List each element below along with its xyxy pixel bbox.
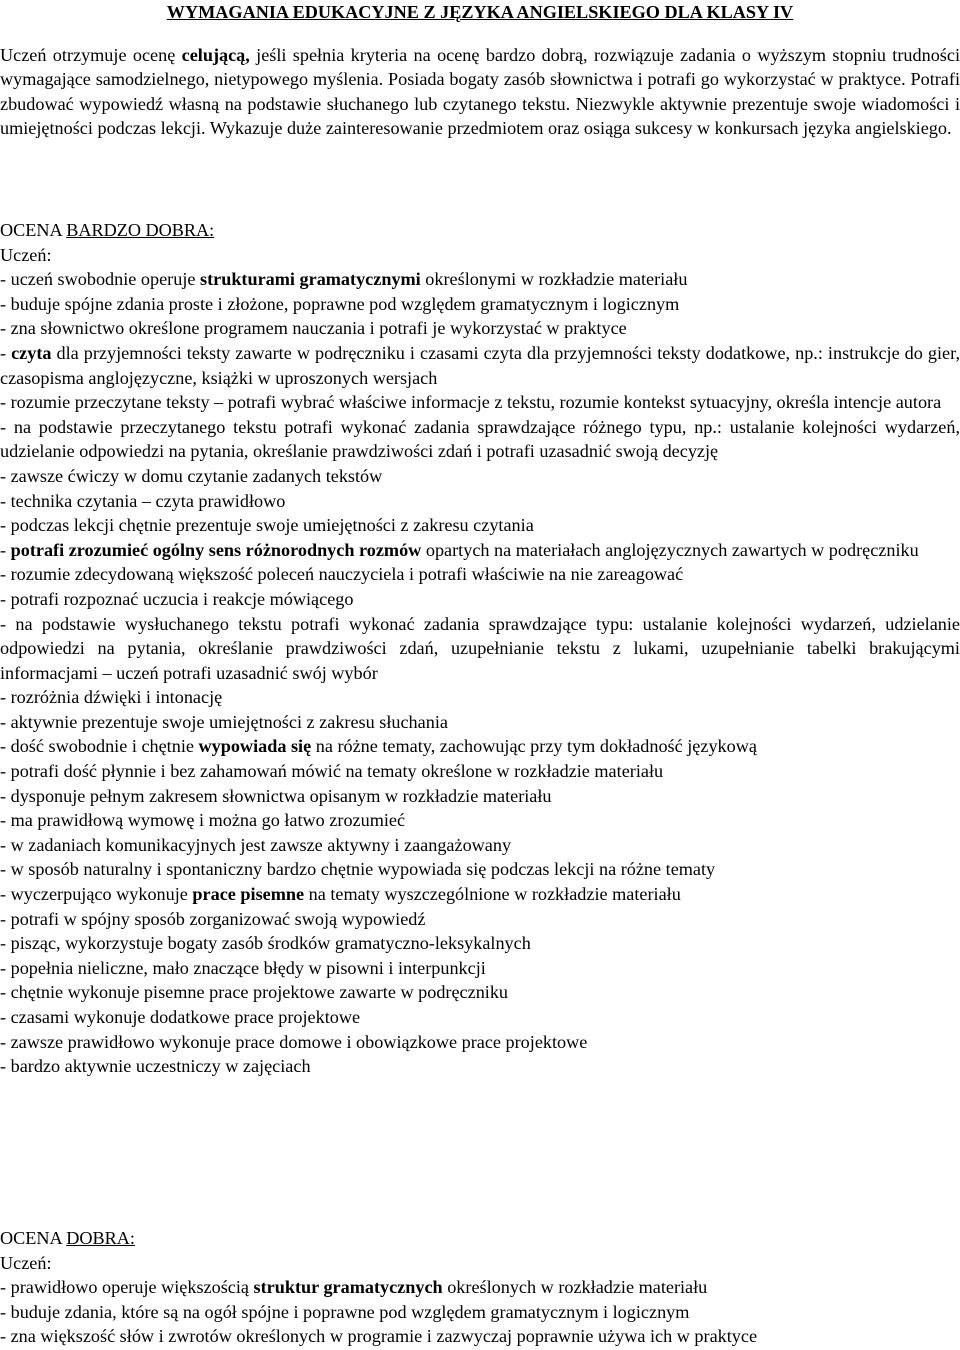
text-run: - potrafi rozpoznać uczucia i reakcje mówiącego [0,588,354,609]
text-run: - zna większość słów i zwrotów określonych w programie i zazwyczaj poprawnie używa ich w praktyce [0,1326,758,1347]
text-run: jeśli spełnia kryteria na ocenę bardzo dobrą, rozwiązuje zadania o wyższym stopniu trudności wymagające samodzielnego, nietypowego myślenia. Posiada bogaty zasób słownictwa i potrafi go wykorzystać w praktyce. Potrafi zbudować wypowiedź własną na podstawie słuchanego lub czytanego tekstu. Niezwykle aktywnie prezentuje swoje wiadomości i umiejętności podczas lekcji. Wykazuje duże zainteresowanie przedmiotem oraz osiąga sukcesy w konkursach języka angielskiego. [0,45,960,139]
list-item [0,513,960,538]
list-item [0,267,960,292]
bold-text: potrafi zrozumieć ogólny sens różnorodnych rozmów [10,539,422,560]
text-run: określonych w rozkładzie materiału [442,1277,708,1298]
list-item [0,1030,960,1055]
list-item [0,931,960,956]
bold-text: czyta [11,342,52,363]
list-item [0,562,960,587]
list-item [0,685,960,710]
requirements-list [0,267,960,1079]
list-item [0,390,960,415]
bold-text: celującą, [181,45,250,65]
text-run: na tematy wyszczególnione w rozkładzie materiału [304,884,681,905]
list-item [0,538,960,563]
bold-text: struktur gramatycznych [253,1277,443,1298]
list-item [0,734,960,759]
text-run: - w zadaniach komunikacyjnych jest zawsze aktywny i zaangażowany [0,834,512,855]
list-item [0,1054,960,1079]
text-run: dla przyjemności teksty zawarte w podręczniku i czasami czyta dla przyjemności teksty dodatkowe, np.: instrukcje do gier, czasopisma anglojęzyczne, książki w uproszonych wersjach [0,342,960,388]
list-item [0,808,960,833]
text-run: - czasami wykonuje dodatkowe prace projektowe [0,1007,361,1027]
list-item [0,612,960,686]
list-item [0,464,960,489]
list-item [0,1275,960,1300]
list-item [0,1005,960,1030]
heading-prefix: OCENA [0,220,67,240]
text-run: - pisząc, wykorzystuje bogaty zasób środków gramatyczno-leksykalnych [0,933,531,954]
text-run: - podczas lekcji chętnie prezentuje swoje umiejętności z zakresu czytania [0,515,534,536]
text-run: - dość swobodnie i chętnie [0,736,199,757]
text-run: - potrafi dość płynnie i bez zahamowań mówić na tematy określone w rozkładzie materiału [0,761,664,782]
text-run: Uczeń otrzymuje ocenę [0,45,182,65]
list-item [0,710,960,735]
bold-text: prace pisemne [192,884,305,905]
text-run: - technika czytania – czyta prawidłowo [0,490,286,511]
text-run: - wyczerpująco wykonuje [0,884,193,905]
requirements-list [0,1275,960,1349]
text-run: określonymi w rozkładzie materiału [420,269,688,290]
text-run: - aktywnie prezentuje swoje umiejętności z zakresu słuchania [0,711,448,732]
bold-text: wypowiada się [198,736,312,757]
section-subheading: Uczeń: [0,244,52,265]
text-run: - buduje spójne zdania proste i złożone, poprawne pod względem gramatycznym i logicznym [0,293,680,314]
list-item [0,784,960,809]
list-item [0,857,960,882]
text-run: - prawidłowo operuje większością [0,1277,254,1298]
list-item [0,907,960,932]
text-run: - na podstawie przeczytanego tekstu potrafi wykonać zadania sprawdzające różnego typu, np.: ustalanie kolejności wydarzeń, udzielanie odpowiedzi na pytania, określanie prawdziwości zdań i potrafi uzasadnić swoją decyzję [0,416,960,462]
list-item [0,341,960,390]
text-run: - bardzo aktywnie uczestniczy w zajęciach [0,1056,311,1077]
text-run: - potrafi w spójny sposób zorganizować swoją wypowiedź [0,908,426,929]
section-heading [0,1226,960,1251]
text-run: - w sposób naturalny i spontaniczny bardzo chętnie wypowiada się podczas lekcji na różne tematy [0,859,716,880]
section-heading [0,218,960,243]
text-run: - zawsze prawidłowo wykonuje prace domowe i obowiązkowe prace projektowe [0,1031,588,1052]
list-item [0,956,960,981]
heading-grade: DOBRA: [66,1228,135,1248]
section-bardzo-dobra [0,218,960,1079]
text-run: - rozumie przeczytane teksty – potrafi wybrać właściwe informacje z tekstu, rozumie kontekst sytuacyjny, określa intencje autora [0,392,942,413]
list-item [0,1300,960,1325]
heading-prefix: OCENA [0,1228,67,1248]
list-item [0,415,960,464]
text-run: - dysponuje pełnym zakresem słownictwa opisanym w rozkładzie materiału [0,785,552,806]
list-item [0,316,960,341]
text-run: - buduje zdania, które są na ogół spójne i poprawne pod względem gramatycznym i logicznym [0,1301,690,1322]
text-run: - ma prawidłową wymowę i można go łatwo zrozumieć [0,810,406,831]
document-title: WYMAGANIA EDUKACYJNE Z JĘZYKA ANGIELSKIEGO DLA KLASY IV [166,2,794,22]
intro-paragraph [0,43,960,141]
text-run: - rozróżnia dźwięki i intonację [0,687,223,708]
text-run: - zna słownictwo określone programem nauczania i potrafi je wykorzystać w praktyce [0,318,627,339]
text-run: - [0,342,12,363]
text-run: - popełnia nieliczne, mało znaczące błędy w pisowni i interpunkcji [0,957,486,978]
section-subheading: Uczeń: [0,1252,52,1273]
list-item [0,489,960,514]
text-run: - uczeń swobodnie operuje [0,269,200,290]
text-run: - chętnie wykonuje pisemne prace projektowe zawarte w podręczniku [0,982,509,1003]
section-dobra [0,1226,960,1349]
text-run: - [0,539,11,560]
list-item [0,980,960,1005]
list-item [0,882,960,907]
text-run: - zawsze ćwiczy w domu czytanie zadanych tekstów [0,465,383,486]
list-item [0,292,960,317]
text-run: - rozumie zdecydowaną większość poleceń nauczyciela i potrafi właściwie na nie zareagować [0,564,684,585]
list-item [0,587,960,612]
bold-text: strukturami gramatycznymi [200,269,421,290]
list-item [0,759,960,784]
list-item [0,1324,960,1349]
text-run: opartych na materiałach anglojęzycznych zawartych w podręczniku [421,539,919,560]
heading-grade: BARDZO DOBRA: [66,220,215,240]
text-run: - na podstawie wysłuchanego tekstu potrafi wykonać zadania sprawdzające typu: ustalanie kolejności wydarzeń, udzielanie odpowiedzi na pytania, określanie prawdziwości zdań, uzupełnianie tekstu z lukami, uzupełnianie tabelki brakującymi informacjami – uczeń potrafi uzasadnić swój wybór [0,613,960,683]
text-run: na różne tematy, zachowując przy tym dokładność językową [311,736,757,757]
list-item [0,833,960,858]
